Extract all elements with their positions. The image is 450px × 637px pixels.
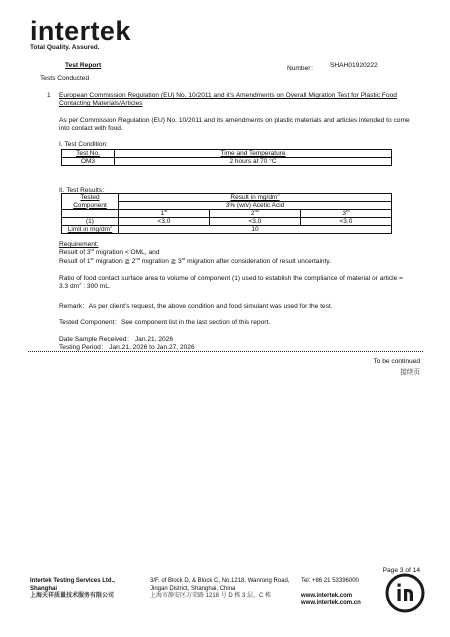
migration-3rd-header: 3rd	[300, 210, 391, 218]
item-desc-line1: As per Commission Regulation (EU) No. 10/2011 and its amendments on plastic materials and articles intended to come	[59, 117, 410, 124]
migration-1st-header: 1st	[119, 210, 210, 218]
test-results-heading: II. Test Results：	[59, 187, 109, 194]
tested-component-note: Tested Component：See component list in the last section of this report.	[59, 319, 271, 326]
simulant: 3% (w/v) Acetic Acid	[119, 202, 392, 210]
company-cn: 上海天祥质量技术服务有限公司	[30, 593, 115, 600]
ratio-line1: Ratio of food contact surface area to volume of component (1) used to establish the compliance of material or article =	[59, 275, 403, 282]
test-results-table	[61, 193, 392, 234]
tagline: Total Quality. Assured.	[30, 44, 100, 51]
company-line2: Shanghai	[30, 585, 58, 592]
website-global: www.intertek.com	[301, 592, 353, 599]
report-title: Test Report	[65, 62, 102, 69]
component-label: Component	[73, 201, 107, 209]
value-3rd: <3.0	[300, 218, 391, 226]
footer-contact	[301, 578, 361, 608]
dotted-divider	[28, 351, 423, 352]
value-1st: <3.0	[119, 218, 210, 226]
remark: Remark：As per client’s request, the above condition and food simulant was used for the test.	[59, 303, 333, 310]
intertek-logo: intertek	[30, 16, 131, 46]
intertek-in-emblem-icon	[383, 571, 427, 615]
test-condition-table	[61, 149, 392, 166]
footer-address	[150, 578, 290, 601]
result-header	[119, 191, 392, 202]
item-title-line2: Contacting Materials/Articles	[59, 100, 143, 107]
report-number: SHAH01920222	[330, 62, 378, 69]
item-desc-line2: into contact with food.	[59, 125, 123, 132]
limit-label: Limit in $mg/dm^2$	[62, 226, 119, 234]
to-be-continued: To be continued	[373, 358, 420, 365]
requirement-heading: Requirement:	[59, 241, 99, 248]
migration-2nd-header: 2nd	[209, 210, 300, 218]
limit-value: 10	[119, 226, 392, 234]
col-test-no: Test No.	[62, 150, 115, 158]
address-cn: 上海市静安区万荣路 1218 号 D 栋 3 层、C 栋	[150, 593, 272, 600]
item-title-line1: European Commission Regulation (EU) No. 10/2011 and it’s Amendments on Overall Migration Test for Plastic Food	[59, 92, 397, 99]
date-received: Date Sample Received： Jan.21, 2026	[59, 336, 173, 343]
website-cn: www.intertek.com.cn	[301, 600, 361, 607]
testing-period: Testing Period： Jan.21, 2026 to Jan.27, 2026	[59, 344, 195, 351]
address-line2: Jingan District, Shanghai, China	[150, 585, 236, 592]
footer-company	[30, 578, 115, 601]
to-be-continued-cn: 接续页	[400, 369, 420, 376]
address-line1: 3/F. of Block D, & Block C, No.1218, Wanrong Road,	[150, 578, 290, 584]
company-line1: Intertek Testing Services Ltd.,	[30, 578, 115, 584]
tests-conducted-heading: Tests Conducted	[40, 75, 90, 82]
result-header-sup: 2	[277, 191, 280, 197]
value-2nd: <3.0	[209, 218, 300, 226]
test-condition-heading: I. Test Condition:	[59, 141, 108, 148]
ratio-line2: 3.3 $dm^2$ : 300 mL.	[59, 280, 111, 290]
col-time-temperature: Time and Temperature	[115, 150, 392, 158]
requirement-line1: Result of 3rd migration < OML, and	[59, 246, 160, 256]
row-component: (1)	[62, 218, 119, 226]
page-number: Page 3 of 14	[382, 567, 420, 574]
cell-time-temperature: 2 hours at 70 °C	[115, 158, 392, 166]
requirement-line2: Result of 1st migration ≧ 2nd migration ≧ 3rd migration after consideration of result uncertainty.	[59, 255, 332, 265]
telephone: Tel: +86 21 53396000	[301, 578, 359, 584]
item-index: 1	[47, 92, 51, 99]
tested-label: Tested	[80, 194, 100, 201]
tested-component-header	[62, 194, 119, 210]
cell-test-no: OM3	[62, 158, 115, 166]
result-header-text: Result in mg/dm	[230, 194, 278, 201]
number-label: Number：	[287, 65, 318, 72]
